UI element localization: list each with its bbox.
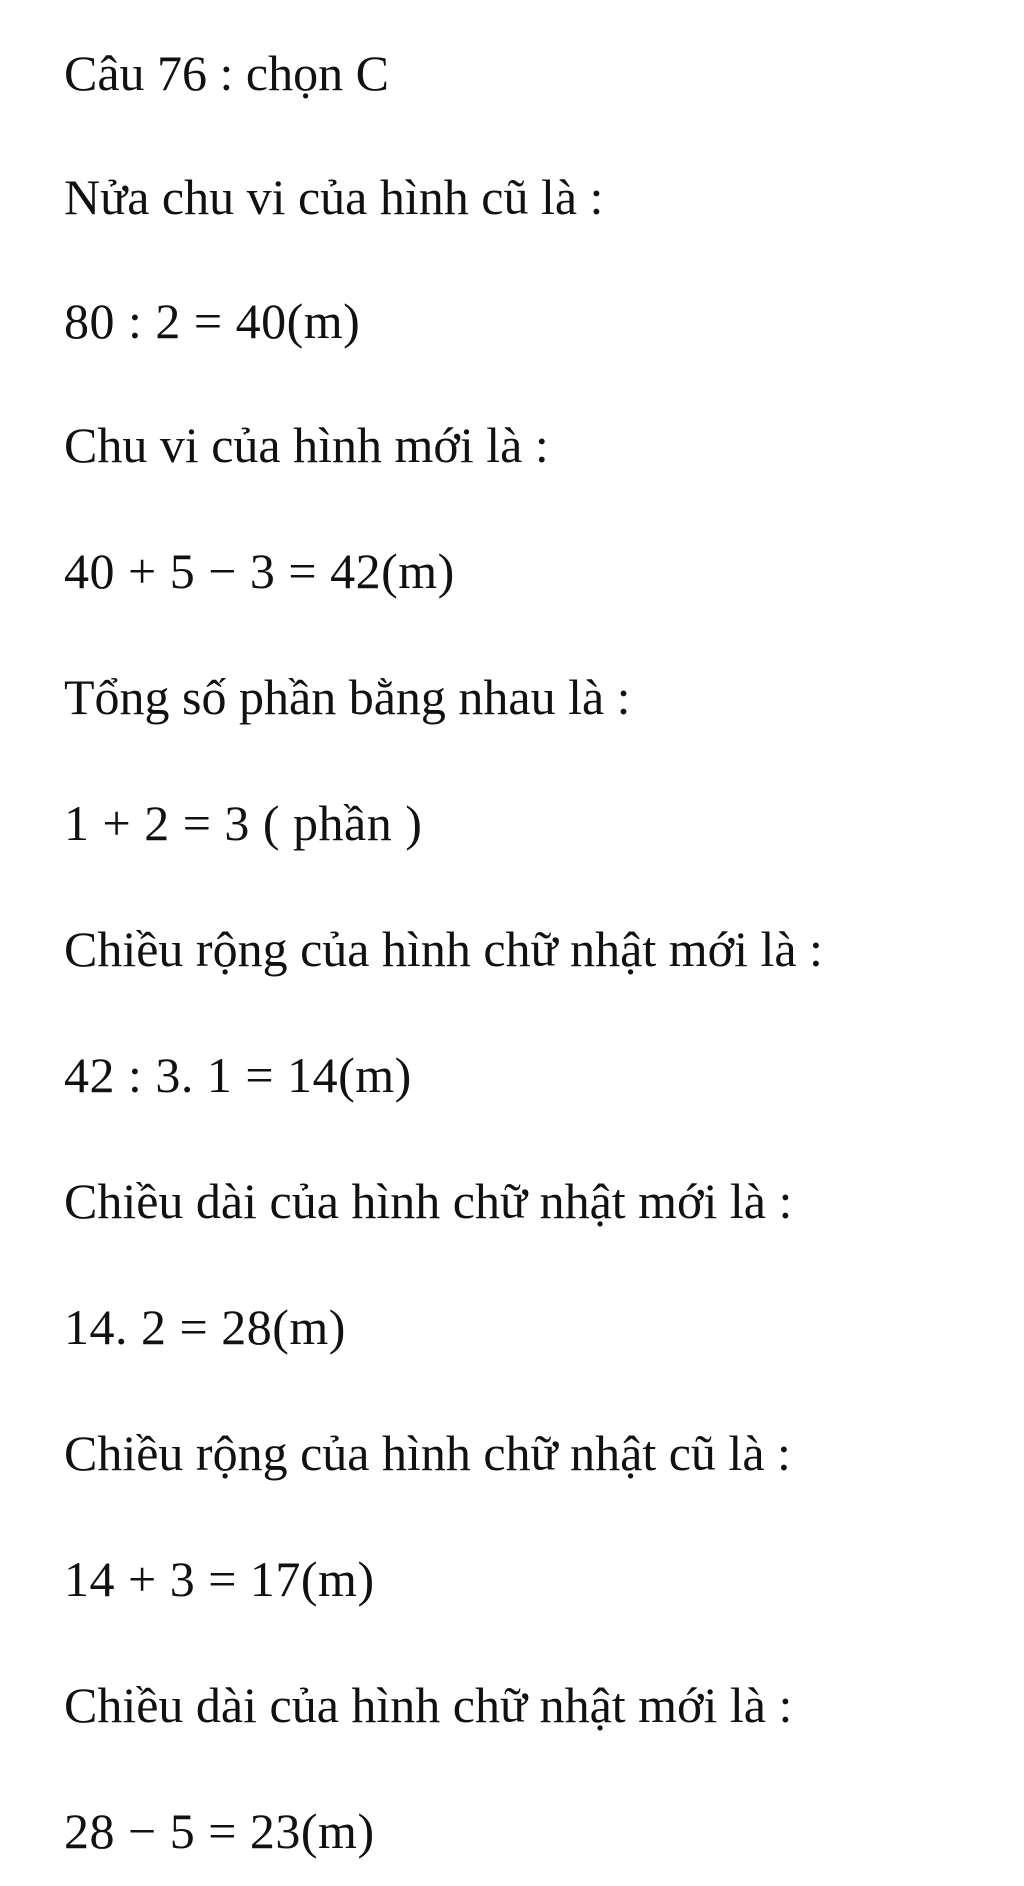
question-heading: Câu 76 : chọn C [64,45,389,101]
step-label-new-width: Chiều rộng của hình chữ nhật mới là : [64,921,823,977]
equation-total-parts: 1 + 2 = 3 ( phần ) [64,795,423,851]
equation-old-width: 14 + 3 = 17(m) [64,1551,375,1607]
step-label-total-parts: Tổng số phần bằng nhau là : [64,669,631,725]
step-label-half-perimeter-old: Nửa chu vi của hình cũ là : [64,169,604,225]
step-label-new-length: Chiều dài của hình chữ nhật mới là : [64,1173,793,1229]
step-label-perimeter-new: Chu vi của hình mới là : [64,417,549,473]
step-label-old-width: Chiều rộng của hình chữ nhật cũ là : [64,1425,791,1481]
step-label-length: Chiều dài của hình chữ nhật mới là : [64,1677,793,1733]
equation-perimeter-new: 40 + 5 − 3 = 42(m) [64,543,455,599]
equation-half-perimeter: 80 : 2 = 40(m) [64,293,361,349]
equation-new-width: 42 : 3. 1 = 14(m) [64,1047,412,1103]
equation-new-length: 14. 2 = 28(m) [64,1299,346,1355]
equation-length: 28 − 5 = 23(m) [64,1803,375,1859]
